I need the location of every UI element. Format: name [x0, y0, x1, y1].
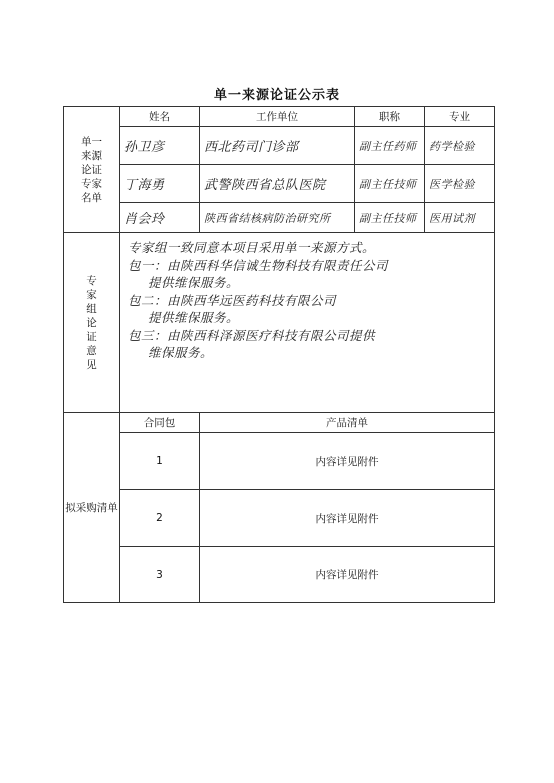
expert-row: [64, 203, 495, 233]
opinion-line: 包三：由陕西科泽源医疗科技有限公司提供: [128, 327, 376, 343]
opinion-line: 包二：由陕西华远医药科技有限公司: [128, 292, 337, 308]
header-products: 产品清单: [200, 413, 495, 433]
opinion-line: 包一：由陕西科华信诚生物科技有限责任公司: [128, 257, 389, 273]
expert-name: 孙卫彦: [120, 127, 200, 165]
opinion-line: 提供维保服务。: [148, 310, 240, 325]
package-number: 1: [120, 433, 200, 490]
expert-unit: 武警陕西省总队医院: [200, 165, 355, 203]
header-major: 专业: [425, 107, 495, 127]
expert-row: [64, 165, 495, 203]
expert-unit: 陕西省结核病防治研究所: [200, 203, 355, 233]
opinion-line: 专家组一致同意本项目采用单一来源方式。: [128, 240, 376, 255]
procurement-row: [64, 490, 495, 547]
procurement-label: 拟采购清单: [64, 413, 120, 603]
single-source-table: [63, 106, 495, 603]
opinion-text: [120, 233, 495, 413]
expert-title: 副主任技师: [355, 165, 425, 203]
expert-title: 副主任药师: [355, 127, 425, 165]
header-name: 姓名: [120, 107, 200, 127]
expert-unit: 西北药司门诊部: [200, 127, 355, 165]
package-number: 3: [120, 547, 200, 603]
page-title: 单一来源论证公示表: [213, 88, 340, 103]
expert-major: 医学检验: [425, 165, 495, 203]
expert-major: 医用试剂: [425, 203, 495, 233]
expert-name: 丁海勇: [120, 165, 200, 203]
header-unit: 工作单位: [200, 107, 355, 127]
expert-list-label: 单一 来源 论证 专家 名单: [64, 107, 120, 233]
product-list: 内容详见附件: [200, 433, 495, 490]
opinion-line: 维保服务。: [148, 345, 214, 360]
procurement-row: [64, 547, 495, 603]
expert-name: 肖会玲: [120, 203, 200, 233]
expert-major: 药学检验: [425, 127, 495, 165]
opinion-line: 提供维保服务。: [148, 275, 240, 290]
expert-title: 副主任技师: [355, 203, 425, 233]
header-title: 职称: [355, 107, 425, 127]
product-list: 内容详见附件: [200, 547, 495, 603]
procurement-row: [64, 433, 495, 490]
opinion-label: 专 家 组 论 证 意 见: [64, 233, 120, 413]
package-number: 2: [120, 490, 200, 547]
product-list: 内容详见附件: [200, 490, 495, 547]
header-package: 合同包: [120, 413, 200, 433]
opinion-row: [64, 233, 495, 413]
procurement-header-row: [64, 413, 495, 433]
expert-row: [64, 127, 495, 165]
expert-header-row: [64, 107, 495, 127]
